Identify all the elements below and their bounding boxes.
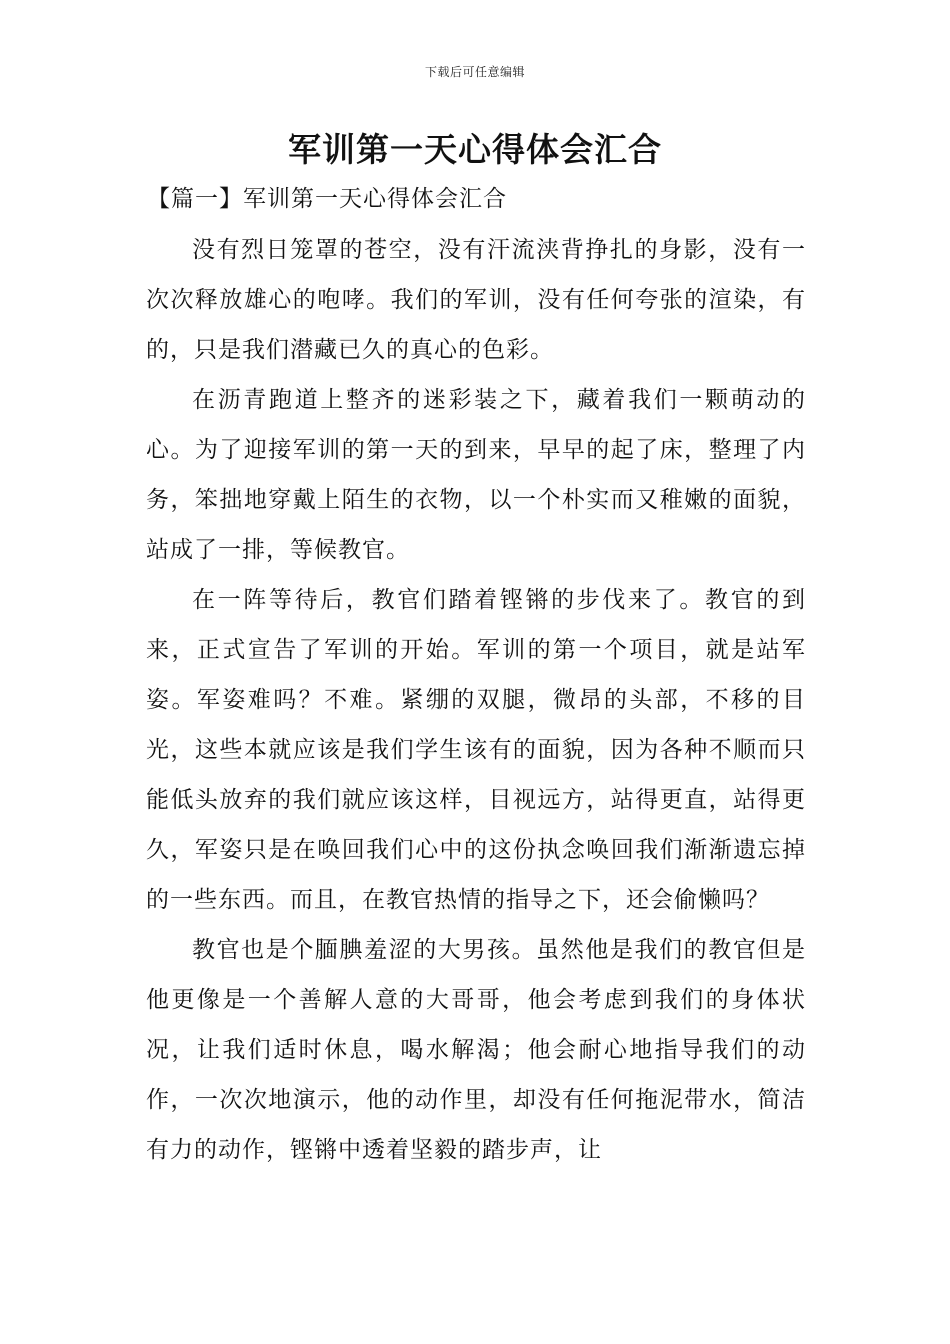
document-title: 军训第一天心得体会汇合 <box>288 130 662 169</box>
paragraph-2: 在沥青跑道上整齐的迷彩装之下，藏着我们一颗萌动的心。为了迎接军训的第一天的到来，早早的起了床，整理了内务，笨拙地穿戴上陌生的衣物，以一个朴实而又稚嫩的面貌，站成了一排，等候教官。 <box>146 387 806 563</box>
header-note: 下载后可任意编辑 <box>424 65 525 79</box>
paragraph-1: 没有烈日笼罩的苍空，没有汗流浃背挣扎的身影，没有一次次释放雄心的咆哮。我们的军训，没有任何夸张的渲染，有的，只是我们潜藏已久的真心的色彩。 <box>146 237 806 363</box>
paragraph-4: 教官也是个腼腆羞涩的大男孩。虽然他是我们的教官但是他更像是一个善解人意的大哥哥，他会考虑到我们的身体状况，让我们适时休息，喝水解渴；他会耐心地指导我们的动作，一次次地演示，他的动作里，却没有任何拖泥带水，简洁有力的动作，铿锵中透着坚毅的踏步声，让 <box>146 937 806 1163</box>
section-heading: 【篇一】军训第一天心得体会汇合 <box>147 186 507 212</box>
paragraph-3: 在一阵等待后，教官们踏着铿锵的步伐来了。教官的到来，正式宣告了军训的开始。军训的第一个项目，就是站军姿。军姿难吗？不难。紧绷的双腿，微昂的头部，不移的目光，这些本就应该是我们学生该有的面貌，因为各种不顺而只能低头放弃的我们就应该这样，目视远方，站得更直，站得更久，军姿只是在唤回我们心中的这份执念唤回我们渐渐遗忘掉的一些东西。而且，在教官热情的指导之下，还会偷懒吗？ <box>146 587 806 913</box>
document-body <box>146 225 806 1175</box>
